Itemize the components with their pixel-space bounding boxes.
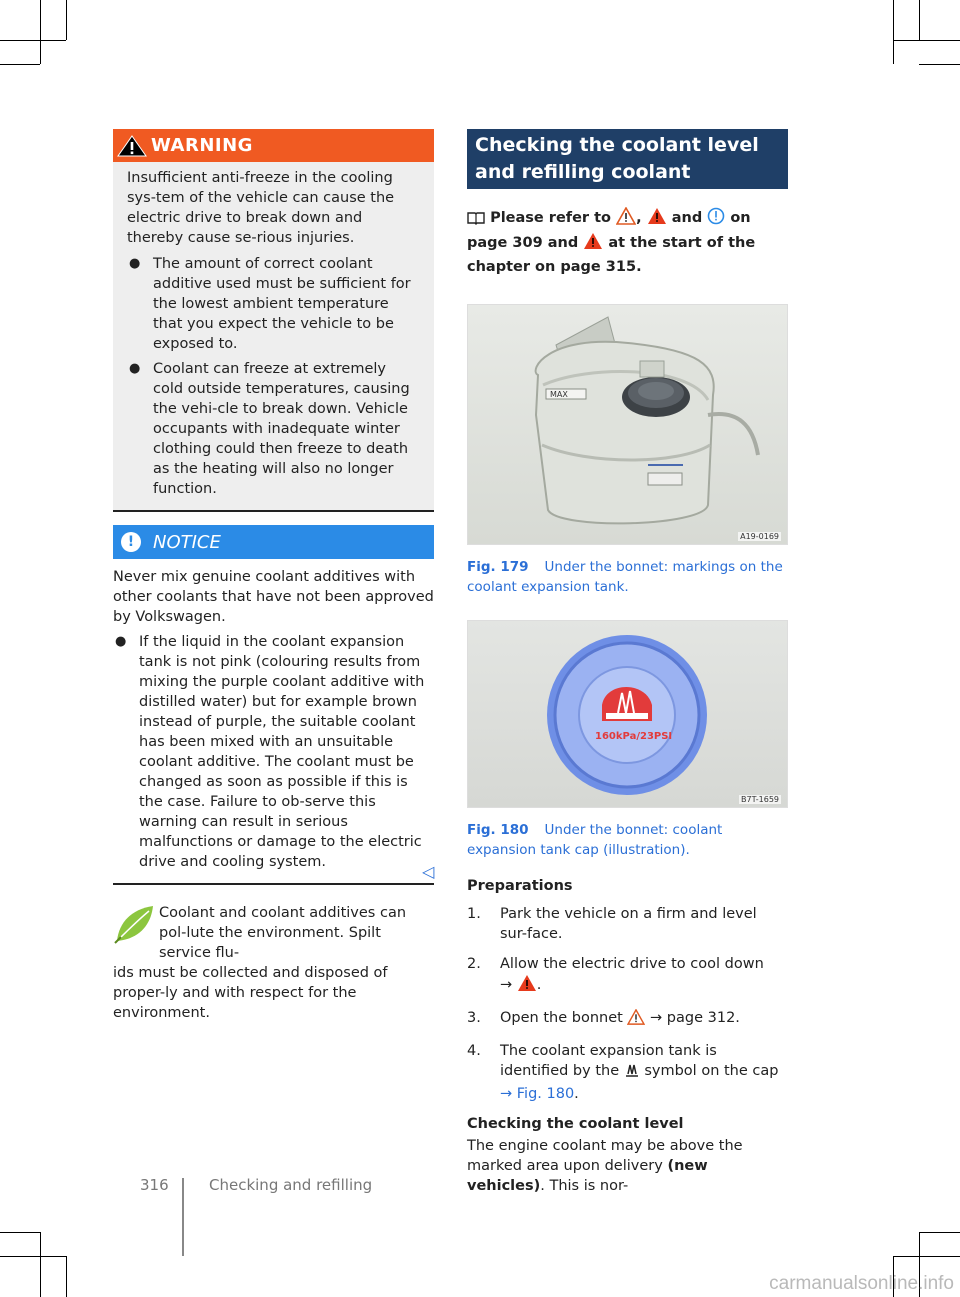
checking-heading: Checking the coolant level	[467, 1116, 684, 1132]
environment-text-1: Coolant and coolant additives can pol-lute the environment. Spilt service flu-	[159, 905, 407, 961]
step-text-a: Allow the electric drive to cool down	[500, 956, 764, 972]
list-item	[113, 632, 434, 872]
figure-180-caption	[467, 820, 788, 860]
step-number: 1.	[467, 906, 481, 922]
crop-mark	[919, 64, 960, 65]
crop-mark	[66, 0, 67, 40]
arrow-icon: →	[500, 977, 513, 993]
figure-180-image	[467, 620, 788, 808]
figure-label: Fig. 180	[467, 822, 529, 838]
notice-circle-icon	[707, 207, 725, 232]
warning-bullet-2: Coolant can freeze at extremely cold outside temperatures, causing the vehi-cle to break down. Vehicle occupants with inadequate winter clothing could then freeze to death as the heating will also no longer function.	[153, 361, 410, 497]
crop-mark	[919, 1232, 960, 1233]
refer-tail: at the start of the chapter on page 315.	[467, 235, 756, 275]
cap-pressure-text: 160kPa/23PSI	[595, 731, 673, 742]
figure-code: B7T-1659	[741, 795, 779, 804]
figure-caption-text: Under the bonnet: coolant expansion tank cap (illustration).	[467, 822, 723, 858]
crop-mark	[0, 64, 40, 65]
warning-triangle-icon	[583, 232, 603, 257]
book-icon	[467, 211, 485, 232]
figure-code: A19-0169	[740, 532, 779, 541]
warning-triangle-icon	[117, 135, 151, 157]
crop-mark	[919, 0, 920, 40]
figure-179-image	[467, 304, 788, 545]
page-number: 316	[140, 1176, 169, 1194]
notice-bullet: If the liquid in the coolant expansion tank is not pink (colouring results from mixing the purple coolant additive with distilled water) but for example brown instead of purple, the suitable coolant has been mixed with an unsuitable coolant additive. The coolant must be changed as soon as possible if this is the case. Failure to ob-serve this warning can result in serious malfunctions or damage to the electric drive and cooling system.	[139, 634, 425, 870]
list-item	[127, 254, 420, 354]
refer-and: and	[671, 210, 703, 226]
bullet-icon: ●	[115, 634, 127, 649]
warning-outline-icon	[627, 1009, 645, 1031]
tank-cap-illustration	[468, 621, 788, 808]
notice-intro: Never mix genuine coolant additives with other coolants that have not been approved by Volkswagen.	[113, 569, 434, 625]
svg-text:MAX: MAX	[550, 390, 568, 399]
list-item	[467, 954, 788, 998]
crop-mark	[40, 1232, 41, 1297]
coolant-temperature-icon	[624, 1062, 640, 1084]
bullet-icon: ●	[129, 361, 141, 376]
coolant-tank-illustration	[468, 305, 788, 545]
figure-link[interactable]: → Fig. 180	[500, 1086, 575, 1102]
warning-intro: Insufficient anti-freeze in the cooling sys-tem of the vehicle can cause the electric drive to break down and thereby cause se-rious injuries.	[127, 170, 395, 246]
right-column	[467, 129, 788, 1196]
warning-title: WARNING	[151, 135, 253, 156]
step-text-a: Open the bonnet	[500, 1010, 623, 1026]
step-text	[500, 1008, 788, 1031]
environment-note	[113, 903, 434, 1023]
crop-mark	[893, 1256, 960, 1257]
left-column	[113, 129, 434, 1023]
list-item	[467, 1041, 788, 1104]
leaf-icon	[113, 903, 155, 945]
crop-mark	[0, 1232, 40, 1233]
bullet-icon: ●	[129, 256, 141, 271]
refer-text: Please refer to	[490, 210, 612, 226]
footer-divider	[182, 1178, 184, 1256]
section-title-line-1: Checking the coolant level	[475, 134, 759, 156]
crop-mark	[40, 0, 41, 64]
crop-mark	[0, 40, 66, 41]
figure-caption-text: Under the bonnet: markings on the coolant expansion tank.	[467, 559, 783, 595]
list-item	[467, 904, 788, 944]
step-text: Park the vehicle on a firm and level sur-face.	[500, 906, 757, 942]
list-item	[127, 359, 420, 499]
exclamation-circle-icon: !	[121, 532, 141, 552]
checking-paragraph	[467, 1136, 788, 1196]
watermark: carmanualsonline.info	[769, 1273, 954, 1294]
crop-mark	[893, 0, 894, 64]
warning-header	[113, 129, 434, 162]
refer-note	[467, 207, 788, 278]
environment-text-2: ids must be collected and disposed of proper-ly and with respect for the environment.	[113, 965, 388, 1021]
section-end-icon: ◁	[422, 862, 435, 881]
figure-179-caption	[467, 557, 788, 597]
warning-bullet-1: The amount of correct coolant additive used must be sufficient for the lowest ambient temperature that you expect the vehicle to be exposed to.	[153, 256, 411, 352]
step-number: 4.	[467, 1043, 481, 1059]
step-text-b: symbol on the cap	[644, 1063, 779, 1079]
checking-text-a: The engine coolant may be above the marked area upon delivery	[467, 1138, 743, 1174]
step-text	[500, 1041, 788, 1104]
warning-triangle-icon	[647, 207, 667, 232]
warning-triangle-icon	[517, 974, 537, 998]
preparations-heading: Preparations	[467, 878, 573, 894]
notice-title: NOTICE	[153, 531, 221, 553]
crop-mark	[0, 1256, 66, 1257]
page-link[interactable]: → page 312.	[650, 1010, 740, 1026]
checking-text-b: . This is nor-	[540, 1178, 629, 1194]
crop-mark	[893, 40, 960, 41]
step-text: Allow the electric drive to cool down → .	[500, 954, 788, 998]
step-end: .	[574, 1086, 579, 1102]
section-title-line-2: and refilling coolant	[475, 161, 691, 183]
section-title	[467, 129, 788, 189]
refer-and: and	[547, 235, 579, 251]
footer-section: Checking and refilling	[209, 1176, 373, 1194]
warning-outline-icon	[616, 207, 636, 232]
figure-label: Fig. 179	[467, 559, 529, 575]
refer-comma: ,	[636, 210, 642, 226]
list-item	[467, 1008, 788, 1031]
warning-body	[113, 162, 434, 512]
refer-page-link[interactable]: on page 309	[467, 210, 751, 251]
step-number: 2.	[467, 956, 481, 972]
step-text-a: The coolant expansion tank is identified by the	[500, 1043, 717, 1079]
checking-text-bold: (new vehicles)	[467, 1158, 708, 1194]
notice-header	[113, 525, 434, 559]
crop-mark	[66, 1256, 67, 1297]
step-number: 3.	[467, 1010, 481, 1026]
notice-body	[113, 559, 434, 885]
